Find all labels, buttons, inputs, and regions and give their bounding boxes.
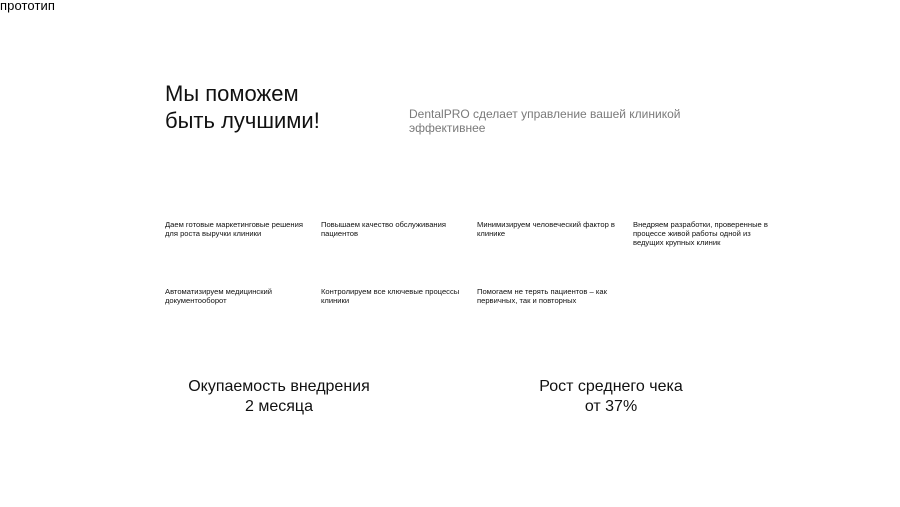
hero-title	[165, 80, 385, 134]
feature-patient-retention: Помогаем не терять пациентов – как первичных, так и повторных	[477, 287, 607, 305]
feature-service-quality: Повышаем качество обслуживания пациентов	[321, 220, 446, 238]
metric-payback	[179, 377, 379, 417]
metric-payback-value: 2 месяца	[245, 398, 313, 415]
feature-document-automation: Автоматизируем медицинский документооборот	[165, 287, 273, 305]
feature-proven-developments: Внедряем разработки, проверенные в процессе живой работы одной из ведущих крупных клиник	[633, 220, 768, 247]
hero-subtitle: DentalPRO сделает управление вашей клиникой эффективнее	[409, 107, 681, 135]
metric-payback-label: Окупаемость внедрения	[188, 378, 370, 395]
metric-average-check-label: Рост среднего чека	[539, 378, 683, 395]
prototype-label: прототип	[0, 0, 56, 13]
metric-average-check-value: от 37%	[584, 398, 638, 415]
hero-title-line-2: быть лучшими!	[165, 108, 320, 133]
features-grid	[165, 220, 785, 314]
hero-title-line-1: Мы поможем	[165, 81, 299, 106]
feature-human-factor: Минимизируем человеческий фактор в клинике	[477, 220, 615, 238]
feature-process-control: Контролируем все ключевые процессы клиники	[321, 287, 460, 305]
metric-average-check	[511, 377, 711, 417]
feature-marketing: Даем готовые маркетинговые решения для роста выручки клиники	[165, 220, 303, 238]
